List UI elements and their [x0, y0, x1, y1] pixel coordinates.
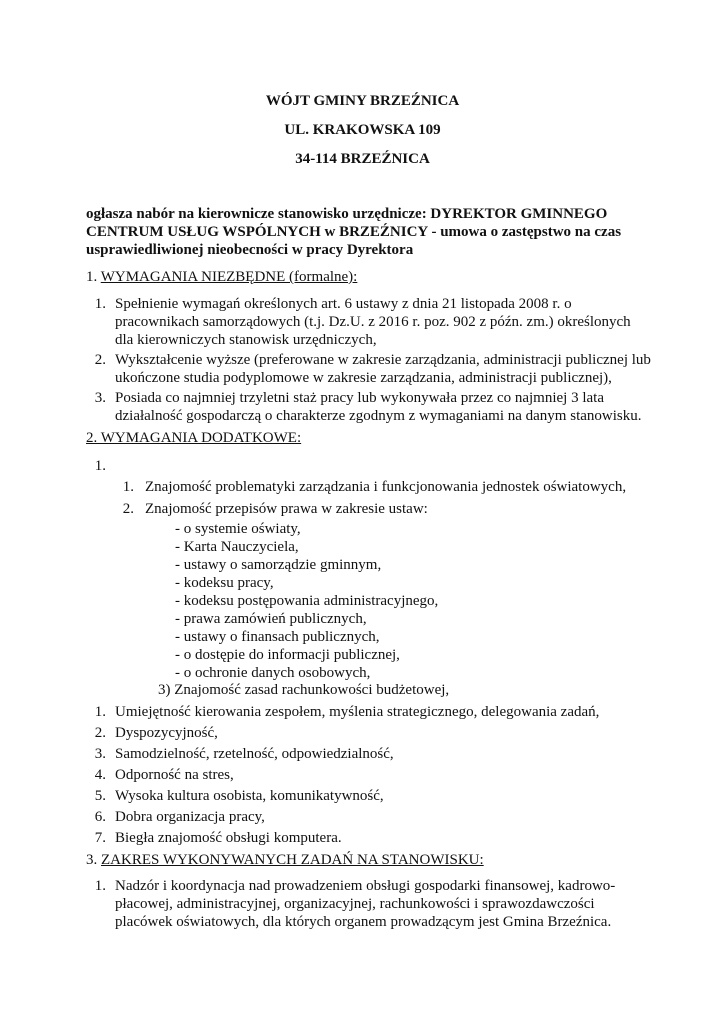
s1-item1-number: 1. — [94, 296, 106, 312]
section1-title: WYMAGANIA NIEZBĘDNE (formalne): — [100, 269, 358, 285]
s1-item1-line3: dla kierowniczych stanowisk urzędniczych, — [115, 332, 377, 348]
s1-item1-line1: Spełnienie wymagań określonych art. 6 ustawy z dnia 21 listopada 2008 r. o — [115, 296, 572, 312]
s2-item-number: 3. — [94, 746, 106, 762]
s1-item3-number: 3. — [94, 390, 106, 406]
section1-heading — [86, 268, 357, 286]
s2-sub1-number: 1. — [122, 479, 134, 495]
intro-line-3: usprawiedliwionej nieobecności w pracy Dyrektora — [86, 242, 414, 258]
s1-item3-line2: działalność gospodarczą o charakterze zgodnym z wymaganiami na danym stanowisku. — [115, 408, 642, 424]
s2-item-number: 7. — [94, 830, 106, 846]
law-item: - ustawy o finansach publicznych, — [175, 629, 380, 645]
s2-item-text: Biegła znajomość obsługi komputera. — [115, 830, 342, 846]
s1-item2-line1: Wykształcenie wyższe (preferowane w zakresie zarządzania, administracji publicznej lub — [115, 352, 651, 368]
s2-item-number: 5. — [94, 788, 106, 804]
s1-item2-number: 2. — [94, 352, 106, 368]
s2-item-text: Umiejętność kierowania zespołem, myślenia strategicznego, delegowania zadań, — [115, 704, 600, 720]
s2-item-text: Odporność na stres, — [115, 767, 234, 783]
section3-number: 3. — [86, 852, 98, 868]
law-item: - o systemie oświaty, — [175, 521, 301, 537]
s2-outer-number: 1. — [94, 458, 106, 474]
s1-item2-line2: ukończone studia podyplomowe w zakresie zarządzania, administracji publicznej), — [115, 370, 612, 386]
header-address: UL. KRAKOWSKA 109 — [284, 122, 441, 138]
s2-sub2-number: 2. — [122, 501, 134, 517]
s2-item-text: Samodzielność, rzetelność, odpowiedzialność, — [115, 746, 394, 762]
s2-item-number: 2. — [94, 725, 106, 741]
s2-item-number: 4. — [94, 767, 106, 783]
s2-item-number: 1. — [94, 704, 106, 720]
s3-item1-number: 1. — [94, 878, 106, 894]
header-title: WÓJT GMINY BRZEŹNICA — [265, 93, 460, 109]
s2-item-text: Dyspozycyjność, — [115, 725, 218, 741]
intro-line-1: ogłasza nabór na kierownicze stanowisko urzędnicze: DYREKTOR GMINNEGO — [86, 206, 608, 222]
header-postal: 34-114 BRZEŹNICA — [295, 151, 430, 167]
section3-title: ZAKRES WYKONYWANYCH ZADAŃ NA STANOWISKU: — [101, 852, 484, 868]
s1-item1-line2: pracownikach samorządowych (t.j. Dz.U. z 2016 r. poz. 902 z późn. zm.) określonych — [115, 314, 631, 330]
s3-item1-line3: placówek oświatowych, dla których organem prowadzącym jest Gmina Brzeźnica. — [115, 914, 612, 930]
s3-item1-line1: Nadzór i koordynacja nad prowadzeniem obsługi gospodarki finansowej, kadrowo- — [115, 878, 616, 894]
law-item: - prawa zamówień publicznych, — [175, 611, 367, 627]
s2-sub1-text: Znajomość problematyki zarządzania i funkcjonowania jednostek oświatowych, — [145, 479, 627, 495]
s2-sub3-text: 3) Znajomość zasad rachunkowości budżetowej, — [158, 682, 450, 698]
s2-item-text: Dobra organizacja pracy, — [115, 809, 265, 825]
section2-title: 2. WYMAGANIA DODATKOWE: — [86, 430, 302, 446]
intro-line-2: CENTRUM USŁUG WSPÓLNYCH w BRZEŹNICY - umowa o zastępstwo na czas — [86, 224, 622, 240]
s2-sub2-text: Znajomość przepisów prawa w zakresie ustaw: — [145, 501, 428, 517]
s2-item-number: 6. — [94, 809, 106, 825]
law-item: - o dostępie do informacji publicznej, — [175, 647, 400, 663]
section1-number: 1. — [86, 269, 98, 285]
law-item: - o ochronie danych osobowych, — [175, 665, 371, 681]
law-item: - ustawy o samorządzie gminnym, — [175, 557, 382, 573]
s3-item1-line2: płacowej, administracyjnej, organizacyjnej, rachunkowości i sprawozdawczości — [115, 896, 595, 912]
s2-item-text: Wysoka kultura osobista, komunikatywność, — [115, 788, 384, 804]
law-item: - Karta Nauczyciela, — [175, 539, 299, 555]
law-item: - kodeksu postępowania administracyjnego, — [175, 593, 439, 609]
section3-heading — [86, 851, 484, 869]
law-item: - kodeksu pracy, — [175, 575, 274, 591]
s1-item3-line1: Posiada co najmniej trzyletni staż pracy lub wykonywała przez co najmniej 3 lata — [115, 390, 604, 406]
